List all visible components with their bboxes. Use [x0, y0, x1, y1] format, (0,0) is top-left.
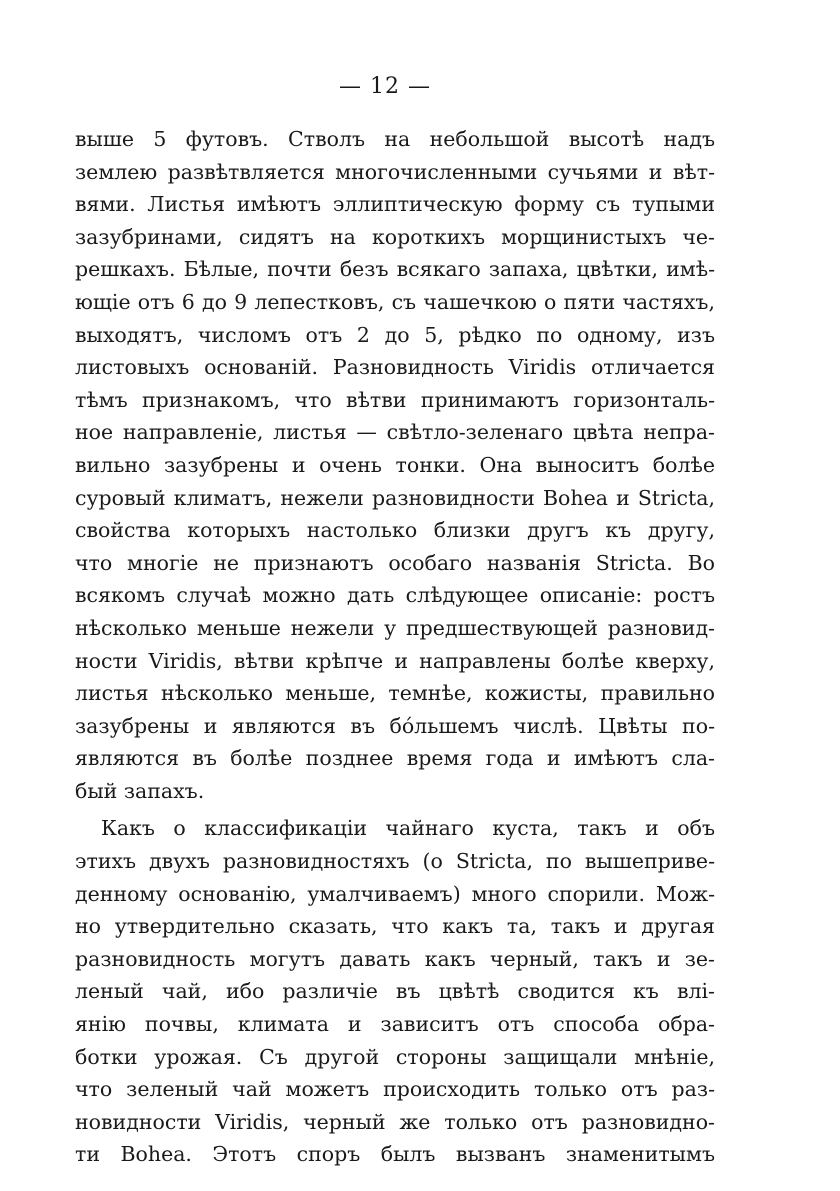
text-line: нѣсколько меньше нежели у предшествующей разновид-	[75, 615, 715, 640]
text-line: разновидность могутъ давать какъ черный, такъ и зе-	[75, 946, 715, 971]
text-line: выходятъ, числомъ отъ 2 до 5, рѣдко по одному, изъ	[75, 322, 715, 347]
text-line: вями. Листья имѣютъ эллиптическую форму съ тупыми	[75, 192, 715, 217]
text-line: землею развѣтвляется многочисленными сучьями и вѣт-	[75, 159, 715, 184]
text-line: зазубрены и являются въ бо́льшемъ числѣ. Цвѣты по-	[75, 713, 715, 738]
text-line: ности Viridis, вѣтви крѣпче и направлены болѣе кверху,	[75, 648, 715, 673]
text-line: листовыхъ основаній. Разновидность Viridis отличается	[75, 355, 715, 380]
text-line: что многіе не признаютъ особаго названія Stricta. Во	[75, 550, 715, 575]
paragraph-2	[75, 812, 715, 1171]
text-line: ти Bohea. Этотъ споръ былъ вызванъ знаменитымъ	[75, 1142, 715, 1167]
text-line: но утвердительно сказать, что какъ та, такъ и другая	[75, 914, 715, 939]
text-line: листья нѣсколько меньше, темнѣе, кожисты, правильно	[75, 681, 715, 706]
text-line: свойства которыхъ настолько близки другъ къ другу,	[75, 518, 715, 543]
text-line: денному основанію, умалчиваемъ) много спорили. Мож-	[75, 881, 715, 906]
text-line: всякомъ случаѣ можно дать слѣдующее описаніе: ростъ	[75, 583, 715, 608]
text-line: вильно зазубрены и очень тонки. Она выноситъ болѣе	[75, 452, 715, 477]
text-line: являются въ болѣе позднее время года и имѣютъ сла-	[75, 746, 715, 771]
page-number: — 12 —	[339, 74, 431, 99]
text-line: ное направленіе, листья — свѣтло-зеленаго цвѣта непра-	[75, 420, 715, 445]
text-line: ботки урожая. Съ другой стороны защищали мнѣніе,	[75, 1044, 715, 1069]
text-line: тѣмъ признакомъ, что вѣтви принимаютъ горизонталь-	[75, 387, 715, 412]
text-line: бый запахъ.	[75, 778, 205, 803]
text-line: леный чай, ибо различіе въ цвѣтѣ сводится къ влі-	[75, 979, 715, 1004]
text-line: выше 5 футовъ. Стволъ на небольшой высотѣ надъ	[75, 127, 715, 151]
text-line: новидности Viridis, черный же только отъ разновидно-	[75, 1109, 715, 1134]
text-line: ющіе отъ 6 до 9 лепестковъ, съ чашечкою о пяти частяхъ,	[75, 289, 715, 314]
text-line: зазубринами, сидятъ на короткихъ морщинистыхъ че-	[75, 224, 715, 249]
text-line: что зеленый чай можетъ происходить только отъ раз-	[75, 1077, 715, 1102]
body-text	[75, 123, 715, 1171]
text-line: янію почвы, климата и зависитъ отъ способа обра-	[75, 1012, 715, 1037]
text-line: Какъ о классификаціи чайнаго куста, такъ и объ	[101, 816, 715, 841]
text-line: этихъ двухъ разновидностяхъ (о Stricta, по вышеприве-	[75, 849, 715, 874]
paragraph-1	[75, 123, 715, 807]
text-line: решкахъ. Бѣлые, почти безъ всякаго запаха, цвѣтки, имѣ-	[75, 257, 715, 282]
text-line: суровый климатъ, нежели разновидности Bohea и Stricta,	[75, 485, 715, 510]
